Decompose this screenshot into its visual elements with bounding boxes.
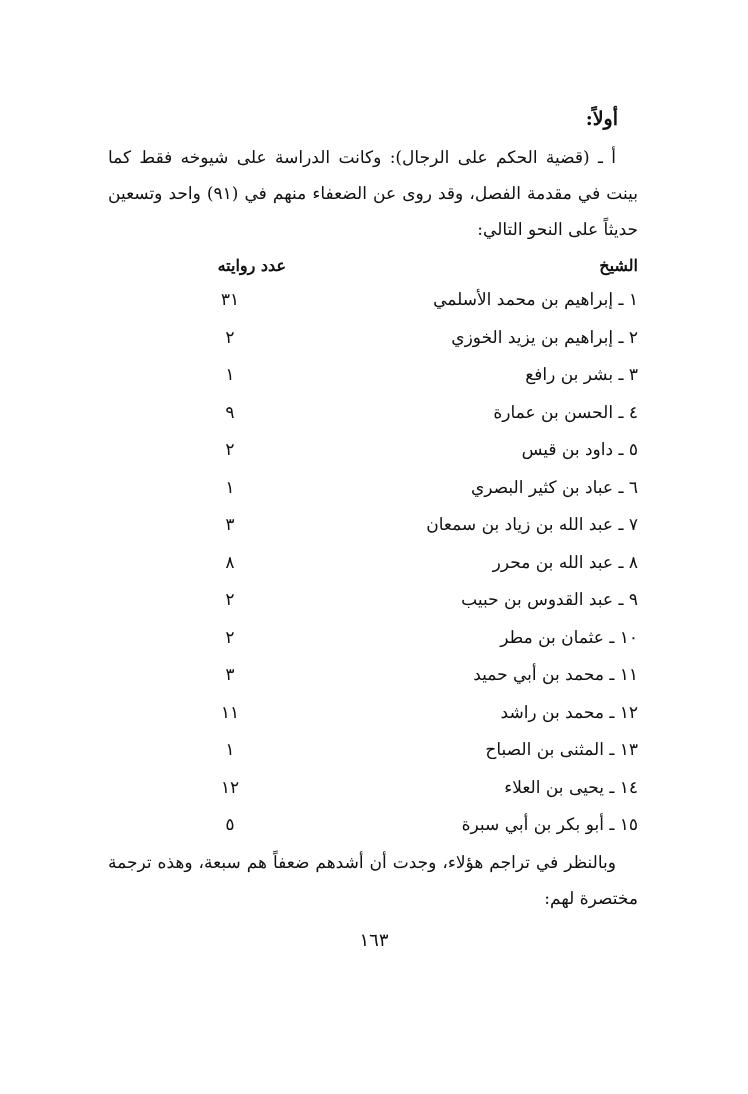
narration-count: ١ [225, 477, 235, 498]
sheikh-name: ١٥ ـ أبو بكر بن أبي سبرة [461, 815, 638, 835]
sheikh-name: ٣ ـ بشر بن رافع [525, 365, 638, 385]
table-row [138, 365, 638, 402]
table-row [138, 590, 638, 627]
narration-count: ٣ [225, 665, 235, 685]
table-row [138, 515, 638, 552]
table-row [138, 478, 638, 515]
table-row [138, 403, 638, 440]
narration-count: ٨ [225, 552, 235, 573]
table-row [138, 628, 638, 665]
section-heading: أولاً: [585, 108, 618, 130]
sheikh-name: ١٢ ـ محمد بن راشد [500, 702, 638, 723]
narration-count: ٢ [225, 590, 235, 610]
sheikh-name: ٨ ـ عبد الله بن محرر [492, 552, 638, 573]
narration-count: ٩ [225, 402, 235, 423]
sheikh-name: ٧ ـ عبد الله بن زياد بن سمعان [426, 515, 638, 535]
page-number: ١٦٣ [359, 930, 389, 951]
sheikh-name: ١٤ ـ يحيى بن العلاء [504, 777, 638, 798]
table-row [138, 440, 638, 477]
narration-count: ١ [225, 740, 235, 760]
narration-count: ٥ [225, 815, 235, 835]
narration-count: ١٢ [220, 777, 240, 798]
sheikh-name: ٩ ـ عبد القدوس بن حبيب [461, 590, 638, 610]
narration-count: ١١ [220, 702, 240, 723]
table-row [138, 290, 638, 327]
sheikh-name: ٥ ـ داود بن قيس [521, 440, 638, 460]
sheikh-name: ٦ ـ عباد بن كثير البصري [470, 477, 638, 498]
table-row [138, 665, 638, 702]
table-row [138, 740, 638, 777]
sheikh-name: ١٣ ـ المثنى بن الصباح [485, 740, 638, 760]
intro-paragraph: أ ـ (قضية الحكم على الرجال): وكانت الدراسة على شيوخه فقط كما بينت في مقدمة الفصل، وقد روى عن الضعفاء منهم في (٩١) واحد وتسعين حديثاً على النحو التالي: [108, 148, 638, 240]
sheikh-name: ١١ ـ محمد بن أبي حميد [473, 665, 638, 685]
column-header-sheikh: الشيخ [599, 256, 638, 275]
table-row [138, 328, 638, 365]
sheikh-name: ١ ـ إبراهيم بن محمد الأسلمي [433, 290, 638, 310]
table-row [138, 553, 638, 590]
sheikh-name: ١٠ ـ عثمان بن مطر [500, 627, 638, 648]
closing-paragraph: وبالنظر في تراجم هؤلاء، وجدت أن أشدهم ضعفاً هم سبعة، وهذه ترجمة مختصرة لهم: [108, 853, 638, 909]
table-row [138, 703, 638, 740]
narration-count: ١ [225, 365, 235, 385]
narration-count: ٢ [225, 327, 235, 348]
table-row [138, 778, 638, 815]
narration-count: ٣ [225, 515, 235, 535]
narration-count: ٢ [225, 440, 235, 460]
narration-count: ٣١ [220, 290, 240, 310]
sheikh-name: ٤ ـ الحسن بن عمارة [493, 402, 638, 423]
sheikh-name: ٢ ـ إبراهيم بن يزيد الخوزي [451, 327, 638, 348]
column-header-count: عدد روايته [217, 256, 286, 275]
narration-count: ٢ [225, 627, 235, 648]
